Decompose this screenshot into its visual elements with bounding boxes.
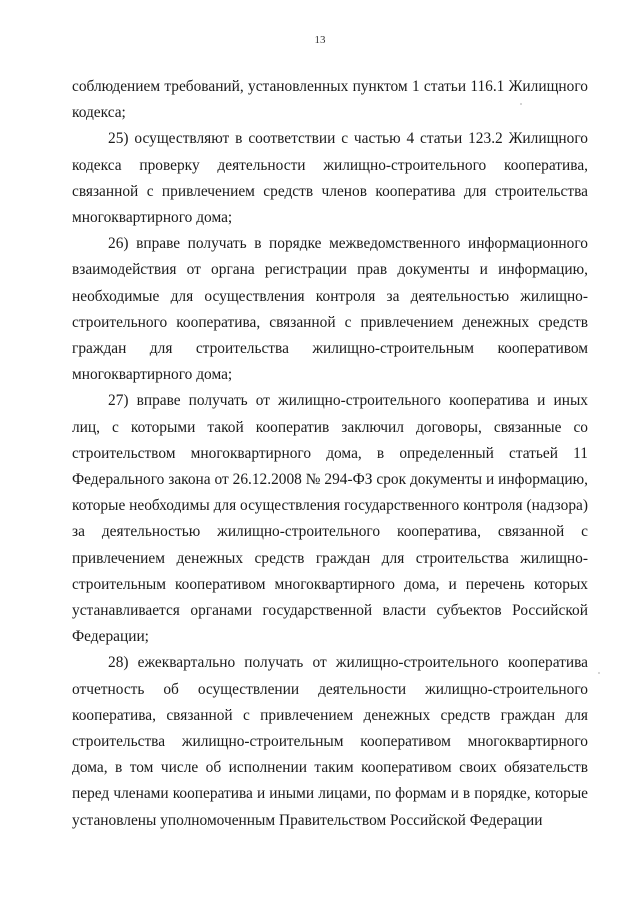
paragraph-item-25: 25) осуществляют в соответствии с частью 4 статьи 123.2 Жилищного кодекса проверку деятельности жилищно-строительного кооператива, связанной с привлечением средств членов кооператива для строительства многоквартирного дома; bbox=[72, 130, 588, 227]
scan-speck bbox=[520, 103, 522, 105]
paragraph-item-27: 27) вправе получать от жилищно-строительного кооператива и иных лиц, с которыми такой кооператив заключил договоры, связанные со строительством многоквартирного дома, в определенный статьей 11 Федерального закона от 26.12.2008 № 294-ФЗ срок документы и информацию, которые необходимы для осуществления государственного контроля (надзора) за деятельностью жилищно-строительного кооператива, связанной с привлечением денежных средств граждан для строительства жилищно-строительным кооперативом многоквартирного дома, и перечень которых устанавливается органами государственной власти субъектов Российской Федерации; bbox=[72, 392, 588, 646]
scan-speck bbox=[598, 672, 600, 674]
body-text bbox=[72, 74, 588, 834]
paragraph-item-26: 26) вправе получать в порядке межведомственного информационного взаимодействия от органа регистрации прав документы и информацию, необходимые для осуществления контроля за деятельностью жилищно-строительного кооператива, связанной с привлечением денежных средств граждан для строительства жилищно-строительным кооперативом многоквартирного дома; bbox=[72, 235, 588, 384]
paragraph-item-28: 28) ежеквартально получать от жилищно-строительного кооператива отчетность об осуществлении деятельности жилищно-строительного кооператива, связанной с привлечением денежных средств граждан для строительства жилищно-строительным кооперативом многоквартирного дома, в том числе об исполнении таким кооперативом своих обязательств перед членами кооператива и иными лицами, по формам и в порядке, которые установлены уполномоченным Правительством Российской Федерации bbox=[72, 654, 588, 829]
page-number: 13 bbox=[314, 34, 326, 46]
paragraph-continuation: соблюдением требований, установленных пунктом 1 статьи 116.1 Жилищного кодекса; bbox=[72, 78, 588, 122]
